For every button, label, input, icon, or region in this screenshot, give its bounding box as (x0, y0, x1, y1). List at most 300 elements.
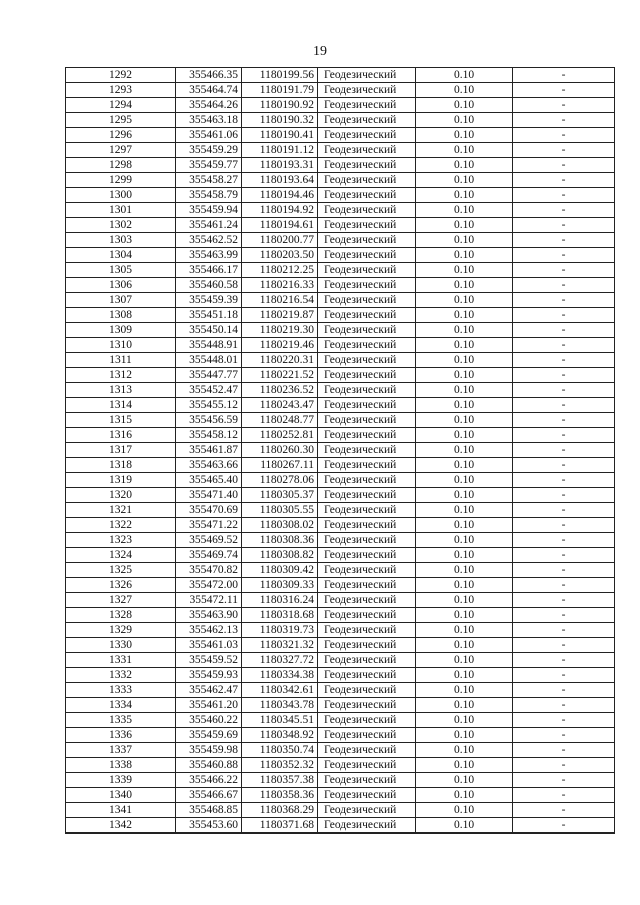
point-number-cell: 1329 (66, 623, 176, 638)
note-cell: - (513, 533, 615, 548)
accuracy-cell: 0.10 (416, 98, 513, 113)
x-coordinate-cell: 355459.93 (176, 668, 242, 683)
accuracy-cell: 0.10 (416, 83, 513, 98)
point-number-cell: 1340 (66, 788, 176, 803)
accuracy-cell: 0.10 (416, 218, 513, 233)
point-number-cell: 1321 (66, 503, 176, 518)
note-cell: - (513, 323, 615, 338)
x-coordinate-cell: 355458.79 (176, 188, 242, 203)
y-coordinate-cell: 1180308.82 (242, 548, 318, 563)
method-cell: Геодезический (318, 203, 416, 218)
method-cell: Геодезический (318, 338, 416, 353)
x-coordinate-cell: 355465.40 (176, 473, 242, 488)
note-cell: - (513, 683, 615, 698)
method-cell: Геодезический (318, 323, 416, 338)
x-coordinate-cell: 355461.20 (176, 698, 242, 713)
x-coordinate-cell: 355463.99 (176, 248, 242, 263)
x-coordinate-cell: 355466.17 (176, 263, 242, 278)
point-number-cell: 1306 (66, 278, 176, 293)
y-coordinate-cell: 1180194.46 (242, 188, 318, 203)
note-cell: - (513, 98, 615, 113)
method-cell: Геодезический (318, 653, 416, 668)
note-cell: - (513, 473, 615, 488)
note-cell: - (513, 68, 615, 83)
point-number-cell: 1324 (66, 548, 176, 563)
table-row (66, 503, 615, 518)
note-cell: - (513, 803, 615, 818)
x-coordinate-cell: 355460.88 (176, 758, 242, 773)
y-coordinate-cell: 1180342.61 (242, 683, 318, 698)
table-row (66, 398, 615, 413)
y-coordinate-cell: 1180190.92 (242, 98, 318, 113)
note-cell: - (513, 173, 615, 188)
y-coordinate-cell: 1180219.46 (242, 338, 318, 353)
x-coordinate-cell: 355448.91 (176, 338, 242, 353)
table-row (66, 488, 615, 503)
accuracy-cell: 0.10 (416, 668, 513, 683)
x-coordinate-cell: 355447.77 (176, 368, 242, 383)
accuracy-cell: 0.10 (416, 818, 513, 834)
point-number-cell: 1315 (66, 413, 176, 428)
x-coordinate-cell: 355455.12 (176, 398, 242, 413)
method-cell: Геодезический (318, 443, 416, 458)
note-cell: - (513, 773, 615, 788)
y-coordinate-cell: 1180203.50 (242, 248, 318, 263)
x-coordinate-cell: 355466.35 (176, 68, 242, 83)
y-coordinate-cell: 1180219.30 (242, 323, 318, 338)
table-row (66, 368, 615, 383)
x-coordinate-cell: 355461.06 (176, 128, 242, 143)
accuracy-cell: 0.10 (416, 803, 513, 818)
method-cell: Геодезический (318, 383, 416, 398)
method-cell: Геодезический (318, 728, 416, 743)
table-row (66, 458, 615, 473)
point-number-cell: 1328 (66, 608, 176, 623)
point-number-cell: 1322 (66, 518, 176, 533)
y-coordinate-cell: 1180368.29 (242, 803, 318, 818)
accuracy-cell: 0.10 (416, 158, 513, 173)
point-number-cell: 1323 (66, 533, 176, 548)
accuracy-cell: 0.10 (416, 518, 513, 533)
point-number-cell: 1325 (66, 563, 176, 578)
note-cell: - (513, 818, 615, 834)
method-cell: Геодезический (318, 143, 416, 158)
note-cell: - (513, 233, 615, 248)
point-number-cell: 1314 (66, 398, 176, 413)
note-cell: - (513, 428, 615, 443)
accuracy-cell: 0.10 (416, 563, 513, 578)
table-row (66, 758, 615, 773)
x-coordinate-cell: 355464.74 (176, 83, 242, 98)
table-row (66, 263, 615, 278)
point-number-cell: 1312 (66, 368, 176, 383)
x-coordinate-cell: 355472.11 (176, 593, 242, 608)
table-row (66, 353, 615, 368)
accuracy-cell: 0.10 (416, 758, 513, 773)
point-number-cell: 1326 (66, 578, 176, 593)
y-coordinate-cell: 1180199.56 (242, 68, 318, 83)
x-coordinate-cell: 355472.00 (176, 578, 242, 593)
y-coordinate-cell: 1180219.87 (242, 308, 318, 323)
y-coordinate-cell: 1180316.24 (242, 593, 318, 608)
method-cell: Геодезический (318, 293, 416, 308)
point-number-cell: 1305 (66, 263, 176, 278)
table-row (66, 683, 615, 698)
note-cell: - (513, 563, 615, 578)
x-coordinate-cell: 355448.01 (176, 353, 242, 368)
point-number-cell: 1319 (66, 473, 176, 488)
y-coordinate-cell: 1180278.06 (242, 473, 318, 488)
table-row (66, 338, 615, 353)
accuracy-cell: 0.10 (416, 683, 513, 698)
note-cell: - (513, 653, 615, 668)
accuracy-cell: 0.10 (416, 203, 513, 218)
accuracy-cell: 0.10 (416, 143, 513, 158)
note-cell: - (513, 248, 615, 263)
coordinates-table-body (66, 68, 615, 834)
table-row (66, 728, 615, 743)
table-row (66, 68, 615, 83)
method-cell: Геодезический (318, 503, 416, 518)
note-cell: - (513, 218, 615, 233)
note-cell: - (513, 638, 615, 653)
table-row (66, 653, 615, 668)
method-cell: Геодезический (318, 533, 416, 548)
note-cell: - (513, 518, 615, 533)
y-coordinate-cell: 1180212.25 (242, 263, 318, 278)
accuracy-cell: 0.10 (416, 728, 513, 743)
method-cell: Геодезический (318, 473, 416, 488)
table-row (66, 158, 615, 173)
note-cell: - (513, 713, 615, 728)
method-cell: Геодезический (318, 428, 416, 443)
method-cell: Геодезический (318, 518, 416, 533)
point-number-cell: 1316 (66, 428, 176, 443)
method-cell: Геодезический (318, 773, 416, 788)
x-coordinate-cell: 355466.22 (176, 773, 242, 788)
point-number-cell: 1337 (66, 743, 176, 758)
x-coordinate-cell: 355452.47 (176, 383, 242, 398)
x-coordinate-cell: 355459.52 (176, 653, 242, 668)
y-coordinate-cell: 1180308.36 (242, 533, 318, 548)
y-coordinate-cell: 1180321.32 (242, 638, 318, 653)
accuracy-cell: 0.10 (416, 398, 513, 413)
y-coordinate-cell: 1180308.02 (242, 518, 318, 533)
method-cell: Геодезический (318, 638, 416, 653)
y-coordinate-cell: 1180221.52 (242, 368, 318, 383)
point-number-cell: 1300 (66, 188, 176, 203)
table-row (66, 743, 615, 758)
y-coordinate-cell: 1180327.72 (242, 653, 318, 668)
table-row (66, 788, 615, 803)
x-coordinate-cell: 355463.66 (176, 458, 242, 473)
table-row (66, 608, 615, 623)
method-cell: Геодезический (318, 458, 416, 473)
point-number-cell: 1307 (66, 293, 176, 308)
accuracy-cell: 0.10 (416, 173, 513, 188)
accuracy-cell: 0.10 (416, 248, 513, 263)
method-cell: Геодезический (318, 608, 416, 623)
accuracy-cell: 0.10 (416, 743, 513, 758)
table-row (66, 413, 615, 428)
x-coordinate-cell: 355461.03 (176, 638, 242, 653)
method-cell: Геодезический (318, 128, 416, 143)
point-number-cell: 1296 (66, 128, 176, 143)
method-cell: Геодезический (318, 548, 416, 563)
note-cell: - (513, 413, 615, 428)
note-cell: - (513, 143, 615, 158)
y-coordinate-cell: 1180220.31 (242, 353, 318, 368)
accuracy-cell: 0.10 (416, 608, 513, 623)
accuracy-cell: 0.10 (416, 443, 513, 458)
table-row (66, 593, 615, 608)
note-cell: - (513, 728, 615, 743)
point-number-cell: 1327 (66, 593, 176, 608)
table-row (66, 323, 615, 338)
table-row (66, 548, 615, 563)
table-row (66, 233, 615, 248)
method-cell: Геодезический (318, 758, 416, 773)
accuracy-cell: 0.10 (416, 188, 513, 203)
method-cell: Геодезический (318, 278, 416, 293)
method-cell: Геодезический (318, 593, 416, 608)
table-row (66, 173, 615, 188)
accuracy-cell: 0.10 (416, 548, 513, 563)
accuracy-cell: 0.10 (416, 353, 513, 368)
point-number-cell: 1297 (66, 143, 176, 158)
table-row (66, 668, 615, 683)
y-coordinate-cell: 1180193.64 (242, 173, 318, 188)
note-cell: - (513, 113, 615, 128)
x-coordinate-cell: 355458.12 (176, 428, 242, 443)
method-cell: Геодезический (318, 188, 416, 203)
x-coordinate-cell: 355450.14 (176, 323, 242, 338)
note-cell: - (513, 548, 615, 563)
y-coordinate-cell: 1180318.68 (242, 608, 318, 623)
method-cell: Геодезический (318, 98, 416, 113)
page-number: 19 (313, 44, 327, 59)
accuracy-cell: 0.10 (416, 68, 513, 83)
point-number-cell: 1332 (66, 668, 176, 683)
x-coordinate-cell: 355459.39 (176, 293, 242, 308)
accuracy-cell: 0.10 (416, 503, 513, 518)
table-row (66, 113, 615, 128)
table-row (66, 248, 615, 263)
y-coordinate-cell: 1180194.92 (242, 203, 318, 218)
note-cell: - (513, 353, 615, 368)
x-coordinate-cell: 355460.22 (176, 713, 242, 728)
table-row (66, 698, 615, 713)
method-cell: Геодезический (318, 683, 416, 698)
y-coordinate-cell: 1180305.55 (242, 503, 318, 518)
method-cell: Геодезический (318, 368, 416, 383)
x-coordinate-cell: 355470.82 (176, 563, 242, 578)
y-coordinate-cell: 1180248.77 (242, 413, 318, 428)
point-number-cell: 1309 (66, 323, 176, 338)
accuracy-cell: 0.10 (416, 623, 513, 638)
method-cell: Геодезический (318, 173, 416, 188)
table-row (66, 128, 615, 143)
note-cell: - (513, 128, 615, 143)
x-coordinate-cell: 355459.98 (176, 743, 242, 758)
x-coordinate-cell: 355469.74 (176, 548, 242, 563)
point-number-cell: 1336 (66, 728, 176, 743)
note-cell: - (513, 578, 615, 593)
y-coordinate-cell: 1180345.51 (242, 713, 318, 728)
point-number-cell: 1331 (66, 653, 176, 668)
x-coordinate-cell: 355462.52 (176, 233, 242, 248)
note-cell: - (513, 308, 615, 323)
y-coordinate-cell: 1180191.12 (242, 143, 318, 158)
method-cell: Геодезический (318, 713, 416, 728)
accuracy-cell: 0.10 (416, 653, 513, 668)
accuracy-cell: 0.10 (416, 578, 513, 593)
x-coordinate-cell: 355471.40 (176, 488, 242, 503)
point-number-cell: 1338 (66, 758, 176, 773)
accuracy-cell: 0.10 (416, 233, 513, 248)
table-row (66, 443, 615, 458)
accuracy-cell: 0.10 (416, 308, 513, 323)
table-row (66, 308, 615, 323)
point-number-cell: 1293 (66, 83, 176, 98)
accuracy-cell: 0.10 (416, 593, 513, 608)
table-row (66, 803, 615, 818)
point-number-cell: 1339 (66, 773, 176, 788)
table-row (66, 428, 615, 443)
accuracy-cell: 0.10 (416, 698, 513, 713)
y-coordinate-cell: 1180243.47 (242, 398, 318, 413)
note-cell: - (513, 623, 615, 638)
y-coordinate-cell: 1180260.30 (242, 443, 318, 458)
method-cell: Геодезический (318, 398, 416, 413)
method-cell: Геодезический (318, 308, 416, 323)
y-coordinate-cell: 1180252.81 (242, 428, 318, 443)
point-number-cell: 1298 (66, 158, 176, 173)
note-cell: - (513, 758, 615, 773)
method-cell: Геодезический (318, 578, 416, 593)
method-cell: Геодезический (318, 563, 416, 578)
accuracy-cell: 0.10 (416, 323, 513, 338)
accuracy-cell: 0.10 (416, 638, 513, 653)
coordinates-table (65, 67, 615, 834)
accuracy-cell: 0.10 (416, 113, 513, 128)
accuracy-cell: 0.10 (416, 368, 513, 383)
accuracy-cell: 0.10 (416, 338, 513, 353)
x-coordinate-cell: 355456.59 (176, 413, 242, 428)
y-coordinate-cell: 1180319.73 (242, 623, 318, 638)
method-cell: Геодезический (318, 668, 416, 683)
method-cell: Геодезический (318, 803, 416, 818)
note-cell: - (513, 398, 615, 413)
accuracy-cell: 0.10 (416, 293, 513, 308)
y-coordinate-cell: 1180216.33 (242, 278, 318, 293)
method-cell: Геодезический (318, 263, 416, 278)
accuracy-cell: 0.10 (416, 278, 513, 293)
x-coordinate-cell: 355471.22 (176, 518, 242, 533)
x-coordinate-cell: 355458.27 (176, 173, 242, 188)
x-coordinate-cell: 355461.87 (176, 443, 242, 458)
method-cell: Геодезический (318, 218, 416, 233)
table-row (66, 188, 615, 203)
point-number-cell: 1301 (66, 203, 176, 218)
accuracy-cell: 0.10 (416, 458, 513, 473)
point-number-cell: 1341 (66, 803, 176, 818)
accuracy-cell: 0.10 (416, 788, 513, 803)
method-cell: Геодезический (318, 353, 416, 368)
accuracy-cell: 0.10 (416, 488, 513, 503)
x-coordinate-cell: 355461.24 (176, 218, 242, 233)
accuracy-cell: 0.10 (416, 533, 513, 548)
table-row (66, 578, 615, 593)
point-number-cell: 1295 (66, 113, 176, 128)
note-cell: - (513, 608, 615, 623)
method-cell: Геодезический (318, 488, 416, 503)
method-cell: Геодезический (318, 818, 416, 834)
table-row (66, 473, 615, 488)
y-coordinate-cell: 1180193.31 (242, 158, 318, 173)
y-coordinate-cell: 1180200.77 (242, 233, 318, 248)
point-number-cell: 1308 (66, 308, 176, 323)
accuracy-cell: 0.10 (416, 713, 513, 728)
table-row (66, 533, 615, 548)
x-coordinate-cell: 355459.29 (176, 143, 242, 158)
note-cell: - (513, 83, 615, 98)
x-coordinate-cell: 355451.18 (176, 308, 242, 323)
point-number-cell: 1294 (66, 98, 176, 113)
table-row (66, 518, 615, 533)
method-cell: Геодезический (318, 743, 416, 758)
note-cell: - (513, 668, 615, 683)
point-number-cell: 1302 (66, 218, 176, 233)
y-coordinate-cell: 1180309.42 (242, 563, 318, 578)
x-coordinate-cell: 355460.58 (176, 278, 242, 293)
x-coordinate-cell: 355470.69 (176, 503, 242, 518)
note-cell: - (513, 443, 615, 458)
x-coordinate-cell: 355463.18 (176, 113, 242, 128)
method-cell: Геодезический (318, 83, 416, 98)
method-cell: Геодезический (318, 68, 416, 83)
table-row (66, 638, 615, 653)
method-cell: Геодезический (318, 698, 416, 713)
note-cell: - (513, 158, 615, 173)
note-cell: - (513, 698, 615, 713)
accuracy-cell: 0.10 (416, 473, 513, 488)
x-coordinate-cell: 355453.60 (176, 818, 242, 834)
x-coordinate-cell: 355464.26 (176, 98, 242, 113)
note-cell: - (513, 743, 615, 758)
note-cell: - (513, 293, 615, 308)
y-coordinate-cell: 1180343.78 (242, 698, 318, 713)
note-cell: - (513, 278, 615, 293)
y-coordinate-cell: 1180236.52 (242, 383, 318, 398)
method-cell: Геодезический (318, 413, 416, 428)
note-cell: - (513, 458, 615, 473)
point-number-cell: 1311 (66, 353, 176, 368)
note-cell: - (513, 263, 615, 278)
point-number-cell: 1318 (66, 458, 176, 473)
method-cell: Геодезический (318, 248, 416, 263)
table-row (66, 623, 615, 638)
table-row (66, 83, 615, 98)
point-number-cell: 1299 (66, 173, 176, 188)
y-coordinate-cell: 1180371.68 (242, 818, 318, 834)
table-row (66, 383, 615, 398)
y-coordinate-cell: 1180305.37 (242, 488, 318, 503)
table-row (66, 218, 615, 233)
y-coordinate-cell: 1180216.54 (242, 293, 318, 308)
accuracy-cell: 0.10 (416, 773, 513, 788)
x-coordinate-cell: 355459.69 (176, 728, 242, 743)
